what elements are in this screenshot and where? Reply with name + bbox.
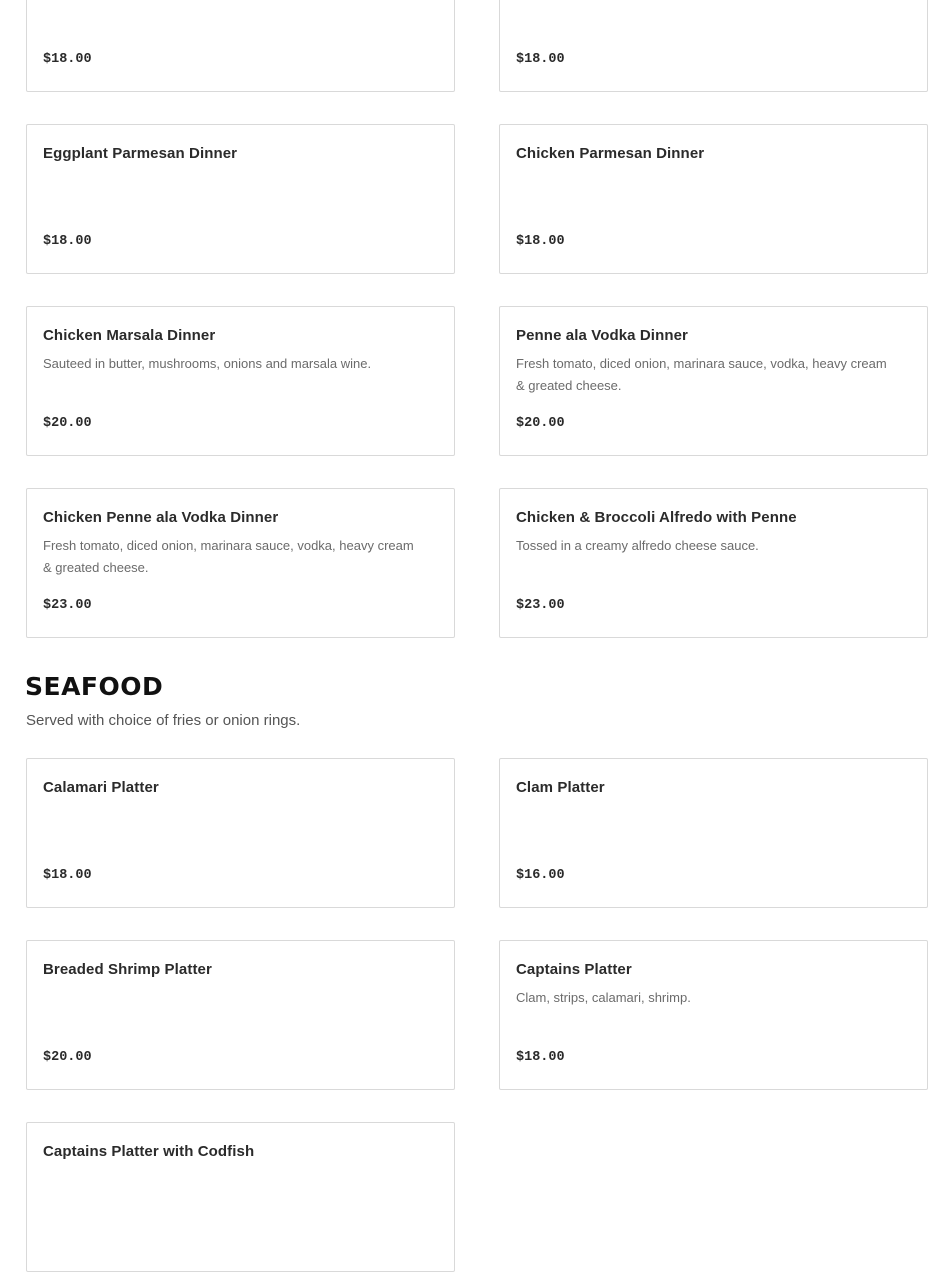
menu-item-card[interactable] xyxy=(26,0,455,92)
item-price: $20.00 xyxy=(516,416,565,431)
item-name: Chicken Marsala Dinner xyxy=(43,327,216,344)
item-name: Clam Platter xyxy=(516,779,605,796)
item-price: $18.00 xyxy=(43,868,92,883)
menu-item-card[interactable] xyxy=(499,940,928,1090)
menu-item-card[interactable] xyxy=(499,124,928,274)
item-description: Fresh tomato, diced onion, marinara sauce, vodka, heavy cream & greated cheese. xyxy=(516,356,887,393)
menu-item-card[interactable] xyxy=(26,940,455,1090)
item-description: Sauteed in butter, mushrooms, onions and marsala wine. xyxy=(43,356,372,371)
item-price: $18.00 xyxy=(516,234,565,249)
item-price: $18.00 xyxy=(516,52,565,67)
item-name: Penne ala Vodka Dinner xyxy=(516,327,688,344)
item-name: Chicken Parmesan Dinner xyxy=(516,145,705,162)
item-price: $18.00 xyxy=(43,52,92,67)
section-description: Served with choice of fries or onion rings. xyxy=(26,712,301,729)
item-price: $18.00 xyxy=(516,1050,565,1065)
item-price: $20.00 xyxy=(43,1050,92,1065)
menu-item-card[interactable] xyxy=(499,306,928,456)
item-description: Fresh tomato, diced onion, marinara sauce, vodka, heavy cream & greated cheese. xyxy=(43,538,414,575)
menu-item-card[interactable] xyxy=(499,0,928,92)
item-price: $23.00 xyxy=(43,598,92,613)
item-name: Breaded Shrimp Platter xyxy=(43,961,212,978)
menu-item-card[interactable] xyxy=(26,306,455,456)
menu-item-card[interactable] xyxy=(26,758,455,908)
item-description: Tossed in a creamy alfredo cheese sauce. xyxy=(516,538,759,553)
item-price: $18.00 xyxy=(43,234,92,249)
item-name: Captains Platter with Codfish xyxy=(43,1143,255,1160)
item-price: $16.00 xyxy=(516,868,565,883)
item-price: $20.00 xyxy=(43,416,92,431)
item-name: Eggplant Parmesan Dinner xyxy=(43,145,238,162)
menu-item-card[interactable] xyxy=(26,1122,455,1272)
item-name: Captains Platter xyxy=(516,961,632,978)
menu-item-card[interactable] xyxy=(26,124,455,274)
menu-item-card[interactable] xyxy=(26,488,455,638)
menu-item-card[interactable] xyxy=(499,488,928,638)
item-description: Clam, strips, calamari, shrimp. xyxy=(516,990,691,1005)
item-name: Calamari Platter xyxy=(43,779,159,796)
section-title: SEAFOOD xyxy=(25,672,164,701)
item-price: $23.00 xyxy=(516,598,565,613)
item-name: Chicken Penne ala Vodka Dinner xyxy=(43,509,279,526)
item-name: Chicken & Broccoli Alfredo with Penne xyxy=(516,509,797,526)
menu-item-card[interactable] xyxy=(499,758,928,908)
